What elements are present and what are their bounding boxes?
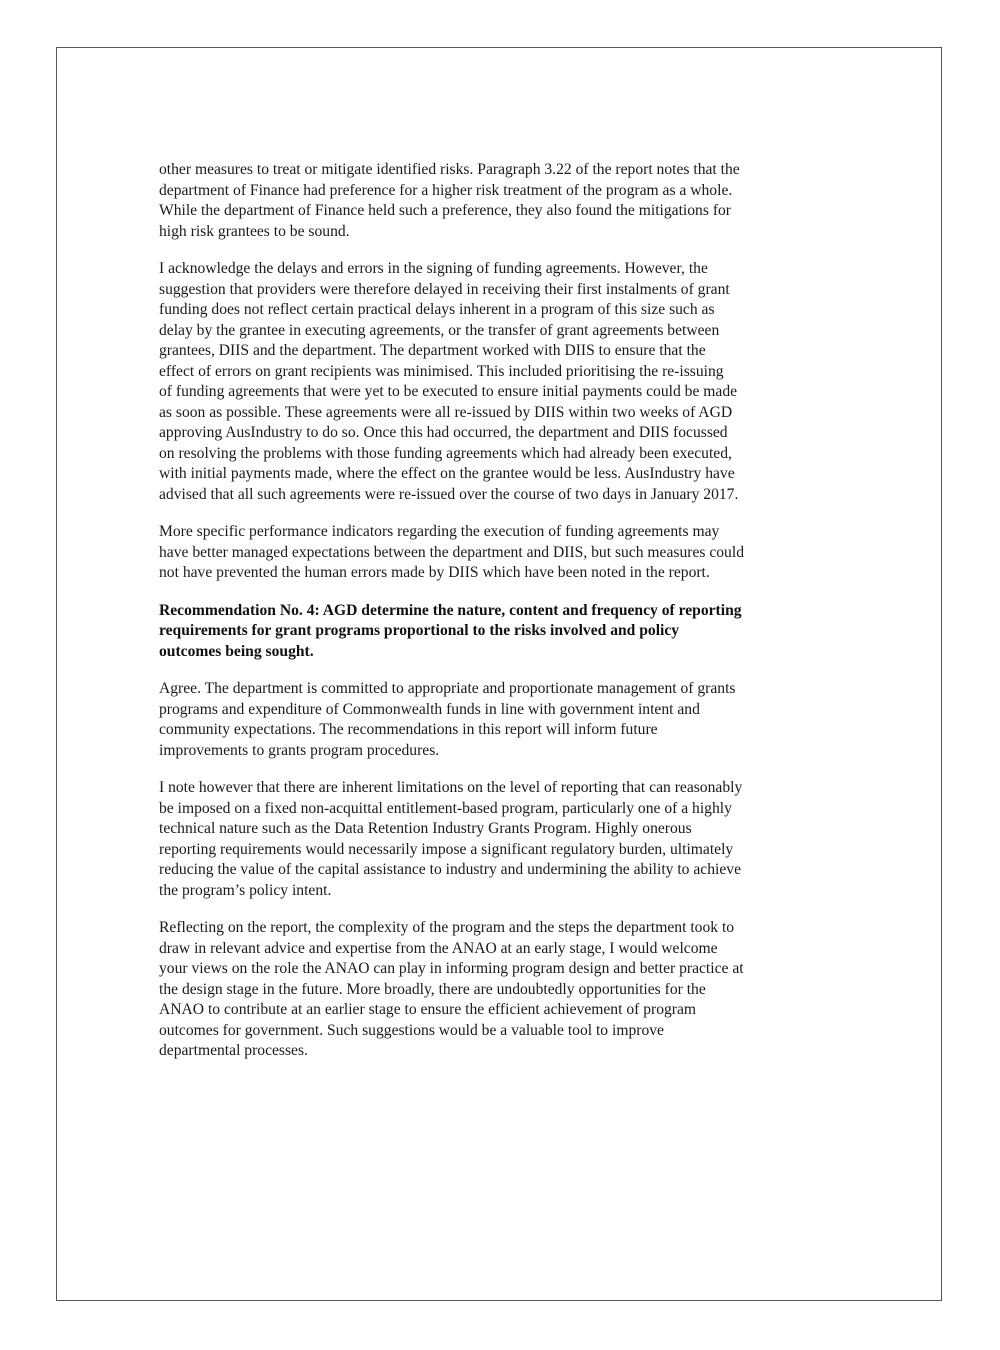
paragraph-agree-response: Agree. The department is committed to appropriate and proportionate management of grants programs and expenditure of Commonwealth funds in line with government intent and community expectations. The recommendations in this report will inform future improvements to grants program procedures. (159, 680, 736, 759)
paragraph-funding-agreements: I acknowledge the delays and errors in the signing of funding agreements. However, the suggestion that providers were therefore delayed in receiving their first instalments of grant funding does not reflect certain practical delays inherent in a program of this size such as delay by the grantee in executing agreements, or the transfer of grant agreements between grantees, DIIS and the department. The department worked with DIIS to ensure that the effect of errors on grant recipients was minimised. This included prioritising the re-issuing of funding agreements that were yet to be executed to ensure initial payments could be made as soon as possible. These agreements were all re-issued by DIIS within two weeks of AGD approving AusIndustry to do so. Once this had occurred, the department and DIIS focussed on resolving the problems with those funding agreements which had already been executed, with initial payments made, where the effect on the grantee would be less. AusIndustry have advised that all such agreements were re-issued over the course of two days in January 2017. (159, 260, 739, 503)
paragraph-reporting-limitations: I note however that there are inherent limitations on the level of reporting that can reasonably be imposed on a fixed non-acquittal entitlement-based program, particularly one of a highly technical nature such as the Data Retention Industry Grants Program. Highly onerous reporting requirements would necessarily impose a significant regulatory burden, ultimately reducing the value of the capital assistance to industry and undermining the ability to achieve the program’s policy intent. (159, 779, 743, 899)
paragraph-performance-indicators: More specific performance indicators regarding the execution of funding agreements may have better managed expectations between the department and DIIS, but such measures could not have prevented the human errors made by DIIS which have been noted in the report. (159, 523, 744, 581)
paragraph-risk-mitigation: other measures to treat or mitigate identified risks. Paragraph 3.22 of the report notes that the department of Finance had preference for a higher risk treatment of the program as a whole. While the department of Finance held such a preference, they also found the mitigations for high risk grantees to be sound. (159, 161, 740, 240)
paragraph-anao-role: Reflecting on the report, the complexity of the program and the steps the department took to draw in relevant advice and expertise from the ANAO at an early stage, I would welcome your views on the role the ANAO can play in informing program design and better practice at the design stage in the future. More broadly, there are undoubtedly opportunities for the ANAO to contribute at an earlier stage to ensure the efficient achievement of program outcomes for government. Such suggestions would be a valuable tool to improve departmental processes. (159, 919, 744, 1059)
recommendation-heading: Recommendation No. 4: AGD determine the nature, content and frequency of reporting requirements for grant programs proportional to the risks involved and policy outcomes being sought. (159, 601, 742, 660)
document-body (159, 160, 835, 1079)
